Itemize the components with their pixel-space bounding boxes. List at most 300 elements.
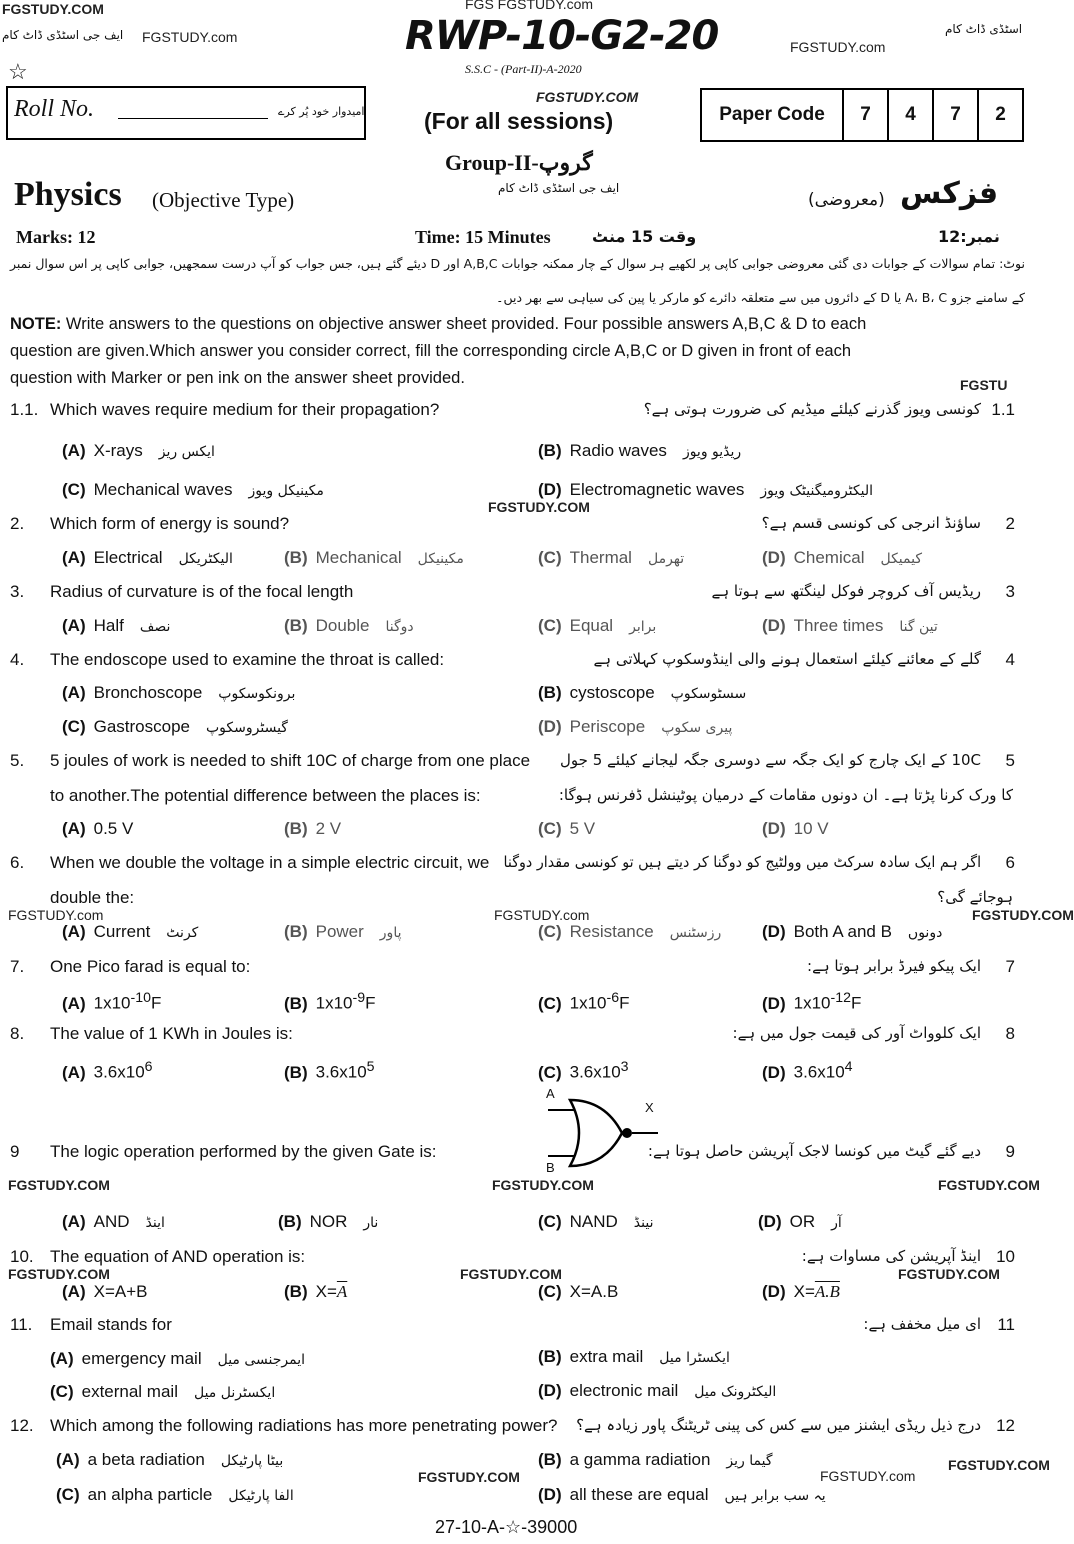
question-number: 6.	[10, 853, 25, 872]
option-text: an alpha particle	[87, 1485, 213, 1504]
answer-option	[538, 1212, 653, 1233]
watermark-urdu: اسٹڈی ڈاٹ کام	[945, 22, 1023, 36]
answer-option	[278, 1212, 378, 1233]
option-text: X-rays	[93, 441, 143, 460]
answer-option	[538, 1450, 773, 1471]
question-text-urdu: کا ورک کرنا پڑتا ہے۔ ان دونوں مقامات کے درمیان پوٹینشل ڈفرنس ہوگا:	[558, 786, 1013, 804]
question-text: to another.The potential difference between the places is:	[50, 786, 481, 805]
option-text: 10 V	[793, 819, 829, 838]
question-number: 12.	[10, 1416, 34, 1435]
watermark: FGSTUDY.COM	[948, 1457, 1050, 1473]
option-text: Three times	[793, 616, 884, 635]
answer-option	[538, 1485, 826, 1506]
option-letter: (C)	[62, 717, 86, 736]
option-text: a gamma radiation	[569, 1450, 711, 1469]
option-letter: (D)	[762, 922, 786, 941]
question-number-urdu: 8	[1005, 1024, 1015, 1043]
option-letter: (A)	[62, 616, 86, 635]
answer-option	[538, 989, 629, 1013]
watermark: FGSTUDY.COM	[8, 1266, 110, 1282]
answer-option	[538, 1058, 629, 1082]
option-text-urdu: مکینیکل	[417, 551, 464, 567]
sessions-label: (For all sessions)	[424, 108, 614, 134]
option-exponent: 6	[144, 1059, 153, 1075]
option-text: Resistance	[569, 922, 654, 941]
answer-option	[62, 480, 324, 501]
answer-option	[538, 819, 595, 838]
option-exponent: -12	[830, 990, 851, 1006]
option-text: Mechanical waves	[93, 480, 233, 499]
option-letter: (A)	[62, 548, 86, 567]
option-text-urdu: تھرمل	[647, 551, 685, 567]
question-number: 5.	[10, 751, 25, 770]
option-letter: (A)	[62, 441, 86, 460]
option-letter: (B)	[538, 683, 562, 702]
option-text: X=A+B	[93, 1282, 148, 1301]
option-letter: (D)	[538, 1485, 562, 1504]
option-text: NAND	[569, 1212, 618, 1231]
answer-option	[538, 1381, 776, 1402]
option-letter: (C)	[538, 993, 562, 1013]
option-letter: (D)	[762, 616, 786, 635]
subject-type-urdu: (معروضی)	[808, 190, 885, 210]
option-letter: (A)	[62, 1282, 86, 1301]
option-text-urdu: الیکٹرونک میل	[694, 1384, 777, 1400]
option-text: Mechanical	[315, 548, 402, 567]
question-text: The logic operation performed by the given Gate is:	[50, 1142, 437, 1161]
question-number: 2.	[10, 514, 25, 533]
option-text: Half	[93, 616, 124, 635]
option-text: Power	[315, 922, 364, 941]
question-number-urdu: 11	[997, 1315, 1015, 1334]
option-exponent: -9	[352, 990, 366, 1006]
option-text-urdu: پاور	[379, 925, 402, 941]
answer-option	[56, 1450, 283, 1471]
note-english-line: question are given.Which answer you consider correct, fill the corresponding circle A,B,C or D given in front of each	[10, 342, 851, 360]
option-letter: (B)	[284, 548, 308, 567]
answer-option	[762, 1282, 840, 1301]
watermark-urdu: ایف جی اسٹڈی ڈاٹ کام	[2, 28, 124, 42]
option-letter: (A)	[62, 922, 86, 941]
option-overline-text: A.B	[814, 1282, 840, 1301]
watermark: FGSTUDY.com	[790, 39, 886, 55]
option-text-urdu: الفا پارٹیکل	[228, 1488, 294, 1504]
option-letter: (D)	[762, 819, 786, 838]
question-text-urdu: ہوجائے گی؟	[937, 888, 1013, 906]
option-text: Equal	[569, 616, 614, 635]
option-text-urdu: اینڈ	[145, 1215, 165, 1231]
note-label: NOTE:	[10, 315, 62, 333]
question-text: 5 joules of work is needed to shift 10C of charge from one place	[50, 751, 531, 770]
option-text-urdu: ایکسٹرنل میل	[193, 1385, 276, 1401]
option-text-urdu: رزسٹنس	[669, 925, 722, 941]
option-text: Chemical	[793, 548, 865, 567]
option-letter: (B)	[284, 819, 308, 838]
option-text: Bronchoscope	[93, 683, 203, 702]
roll-label: Roll No.	[14, 96, 95, 122]
option-letter: (C)	[50, 1382, 74, 1401]
paper-code-label: Paper Code	[702, 90, 844, 140]
answer-option	[284, 1058, 375, 1082]
handwritten-code: RWP-10-G2-20	[405, 13, 719, 59]
note-urdu-line: نوٹ: تمام سوالات کے جوابات دی گئی معروضی جوابی کاپی پر لکھیے ہر سوال کے چار ممکنہ جوابات A,B,C اور D دیئے گئے ہیں، جس جواب کو آپ درست سمجھیں، جوابی کاپی پر اس سوال نمبر	[9, 256, 1025, 271]
watermark: FGSTUDY.COM	[8, 1177, 110, 1193]
option-letter: (B)	[538, 441, 562, 460]
option-text-urdu: پیری سکوپ	[661, 720, 733, 736]
option-text-urdu: دوگنا	[385, 619, 414, 635]
option-letter: (C)	[538, 616, 562, 635]
question-number-urdu: 9	[1005, 1142, 1015, 1161]
option-text: Electrical	[93, 548, 163, 567]
paper-code-digit: 4	[889, 90, 934, 140]
question-number: 8.	[10, 1024, 25, 1043]
option-overline-text: $\overline{A}$	[336, 1282, 348, 1301]
question-text: The endoscope used to examine the throat is called:	[50, 650, 445, 669]
question-text-urdu: دیے گئے گیٹ میں کونسا لاجک آپریشن حاصل ہوتا ہے:	[647, 1142, 981, 1160]
answer-option	[284, 819, 341, 838]
group-label: Group-II-گروپ	[445, 150, 593, 175]
option-text: Radio waves	[569, 441, 667, 460]
question-number-urdu: 2	[1005, 514, 1015, 533]
answer-option	[538, 922, 721, 943]
time-label: Time: 15 Minutes	[415, 227, 551, 247]
option-text-urdu: ریڈیو ویوز	[682, 444, 742, 460]
option-letter: (A)	[62, 683, 86, 702]
question-number-urdu: 10	[996, 1247, 1015, 1266]
gate-input-b: B	[546, 1160, 555, 1175]
question-number-urdu: 3	[1005, 582, 1015, 601]
option-text: 3.6x10	[93, 1062, 145, 1082]
option-letter: (A)	[62, 1212, 86, 1231]
option-text-urdu: ایکسٹرا میل	[659, 1350, 730, 1366]
answer-option	[62, 441, 215, 462]
answer-option	[538, 683, 746, 704]
answer-option	[538, 441, 741, 462]
option-letter: (A)	[50, 1349, 74, 1368]
watermark: FGSTU	[960, 377, 1008, 393]
answer-option	[538, 717, 732, 738]
option-text-urdu: سسٹوسکوپ	[670, 686, 747, 702]
option-exponent: -10	[130, 990, 151, 1006]
option-exponent: 5	[366, 1059, 375, 1075]
question-number: 11.	[10, 1315, 33, 1334]
roll-number-field[interactable]	[118, 118, 268, 119]
answer-option	[762, 989, 861, 1013]
option-text-urdu: الیکٹریکل	[178, 551, 233, 567]
answer-option	[284, 1282, 347, 1301]
option-letter: (A)	[62, 1062, 86, 1082]
question-number-urdu: 5	[1005, 751, 1015, 770]
option-unit: F	[365, 993, 376, 1013]
question-text-urdu: گلے کے معائنے کیلئے استعمال ہونے والی اینڈوسکوپ کہلاتی ہے	[593, 650, 981, 668]
option-letter: (C)	[538, 548, 562, 567]
option-text-urdu: دونوں	[907, 925, 943, 941]
note-english-line: question with Marker or pen ink on the answer sheet provided.	[10, 369, 465, 387]
option-letter: (A)	[62, 993, 86, 1013]
question-text-urdu: ایک پیکو فیرڈ برابر ہوتا ہے:	[807, 957, 981, 975]
option-letter: (C)	[538, 1282, 562, 1301]
note-text: Write answers to the questions on objective answer sheet provided. Four possible answers A,B,C & D to each	[61, 315, 867, 333]
option-text-urdu: الیکٹرومیگنیٹک ویوز	[760, 483, 874, 499]
option-letter: (D)	[758, 1212, 782, 1231]
option-letter: (D)	[538, 480, 562, 499]
marks-label-urdu: نمبر:12	[938, 227, 1000, 246]
option-text: X=A.B	[569, 1282, 619, 1301]
answer-option	[762, 922, 942, 943]
subject-title: Physics	[14, 176, 122, 213]
option-unit: F	[850, 993, 862, 1013]
option-text-urdu: گیسٹروسکوپ	[206, 720, 288, 736]
answer-option	[538, 1282, 618, 1301]
question-text: One Pico farad is equal to:	[50, 957, 251, 976]
option-letter: (D)	[762, 1282, 786, 1301]
watermark: FGSTUDY.com	[8, 907, 104, 923]
option-letter: (A)	[56, 1450, 80, 1469]
option-exponent: 3	[620, 1059, 629, 1075]
option-letter: (D)	[762, 1062, 786, 1082]
paper-code-box	[700, 88, 1024, 142]
answer-option	[62, 989, 161, 1013]
option-text-urdu: آر	[831, 1215, 842, 1231]
nor-gate-diagram	[540, 1088, 660, 1180]
question-text-urdu: ساؤنڈ انرجی کی کونسی قسم ہے؟	[761, 514, 981, 532]
watermark: FGSTUDY.COM	[898, 1266, 1000, 1282]
option-text-urdu: نینڈ	[633, 1215, 654, 1231]
answer-option	[62, 683, 295, 704]
option-text: Both A and B	[793, 922, 892, 941]
question-text-urdu: اگر ہم ایک سادہ سرکٹ میں وولٹیج کو دوگنا کر دیتے ہیں تو کونسی مقدار دوگنا	[503, 853, 981, 871]
question-text: The value of 1 KWh in Joules is:	[50, 1024, 293, 1043]
option-text: NOR	[309, 1212, 348, 1231]
gate-input-a: A	[546, 1086, 555, 1101]
watermark: FGSTUDY.COM	[536, 89, 639, 105]
watermark: FGSTUDY.COM	[972, 907, 1074, 923]
answer-option	[538, 548, 684, 569]
option-letter: (C)	[62, 480, 86, 499]
answer-option	[758, 1212, 842, 1233]
option-text-urdu: ایمرجنسی میل	[217, 1352, 306, 1368]
answer-option	[50, 1349, 305, 1370]
option-text-urdu: برونکوسکوپ	[218, 686, 296, 702]
footer-code: 27-10-A-☆-39000	[435, 1517, 578, 1537]
option-letter: (C)	[538, 1062, 562, 1082]
option-exponent: -6	[606, 990, 620, 1006]
time-label-urdu: وقت 15 منٹ	[592, 227, 697, 246]
option-letter: (D)	[762, 548, 786, 567]
roll-number-box	[6, 86, 366, 140]
watermark: FGSTUDY.COM	[488, 499, 590, 515]
question-text: Radius of curvature is of the focal length	[50, 582, 354, 601]
nor-gate-body	[570, 1100, 622, 1166]
option-text-urdu: مکینیکل ویوز	[248, 483, 324, 499]
option-letter: (B)	[284, 1062, 308, 1082]
question-number-urdu: 12	[996, 1416, 1015, 1435]
question-text-urdu: کونسی ویوز گذرنے کیلئے میڈیم کی ضرورت ہوتی ہے؟	[643, 400, 981, 418]
question-text-urdu: ایک کلوواٹ آور کی قیمت جول میں ہے:	[732, 1024, 981, 1042]
answer-option	[762, 1058, 853, 1082]
star-icon: ☆	[8, 59, 28, 84]
answer-option	[284, 922, 401, 943]
option-text: Current	[93, 922, 151, 941]
question-number: 4.	[10, 650, 25, 669]
option-text: OR	[789, 1212, 816, 1231]
option-text: external mail	[81, 1382, 178, 1401]
option-text: 2 V	[315, 819, 342, 838]
option-letter: (C)	[56, 1485, 80, 1504]
option-text-urdu: ایکس ریز	[158, 444, 215, 460]
watermark: FGSTUDY.COM	[938, 1177, 1040, 1193]
question-text-urdu: 10C کے ایک چارج کو ایک جگہ سے دوسری جگہ لیجانے کیلئے 5 جول	[560, 751, 981, 769]
question-text: When we double the voltage in a simple electric circuit, we	[50, 853, 490, 872]
subject-title-urdu: فزکس	[900, 176, 999, 211]
answer-option	[284, 548, 464, 569]
subject-type: (Objective Type)	[152, 188, 295, 212]
option-text-urdu: بیٹا پارٹیکل	[220, 1453, 284, 1469]
option-letter: (B)	[278, 1212, 302, 1231]
paper-code-digit: 7	[844, 90, 889, 140]
option-text: 3.6x10	[569, 1062, 621, 1082]
answer-option	[762, 616, 938, 637]
answer-option	[284, 616, 414, 637]
question-number-urdu: 4	[1005, 650, 1015, 669]
option-letter: (A)	[62, 819, 86, 838]
answer-option	[62, 717, 288, 738]
option-letter: (C)	[538, 922, 562, 941]
answer-option	[762, 819, 829, 838]
question-number: 10.	[10, 1247, 34, 1266]
option-text: Electromagnetic waves	[569, 480, 745, 499]
option-text: 1x10	[93, 993, 131, 1013]
question-text: Which form of energy is sound?	[50, 514, 290, 533]
question-text: Which among the following radiations has more penetrating power?	[50, 1416, 558, 1435]
option-letter: (D)	[762, 993, 786, 1013]
watermark: FGSTUDY.COM	[2, 1, 104, 17]
question-number: 7.	[10, 957, 25, 976]
question-number-urdu: 7	[1005, 957, 1015, 976]
paper-code-digit: 2	[995, 104, 1006, 125]
option-letter: (B)	[284, 616, 308, 635]
option-letter: (B)	[538, 1450, 562, 1469]
question-text: double the:	[50, 888, 135, 907]
option-text: X=	[793, 1282, 815, 1301]
option-letter: (B)	[284, 993, 308, 1013]
option-text: 1x10	[315, 993, 353, 1013]
option-text: a beta radiation	[87, 1450, 205, 1469]
option-text: Periscope	[569, 717, 646, 736]
option-text: Gastroscope	[93, 717, 190, 736]
option-text-urdu: یہ سب برابر ہیں	[724, 1488, 826, 1504]
watermark: FGS FGSTUDY.com	[465, 0, 594, 12]
answer-option	[62, 616, 170, 637]
option-text: 3.6x10	[315, 1062, 367, 1082]
option-text-urdu: برابر	[629, 619, 657, 635]
option-text: cystoscope	[569, 683, 655, 702]
marks-label: Marks: 12	[16, 227, 96, 247]
option-text: 3.6x10	[793, 1062, 845, 1082]
inversion-bubble	[622, 1128, 632, 1138]
option-text-urdu: گیما ریز	[726, 1453, 773, 1469]
option-text: all these are equal	[569, 1485, 709, 1504]
exam-title: S.S.C - (Part-II)-A-2020	[465, 62, 582, 76]
option-text: Double	[315, 616, 370, 635]
option-letter: (C)	[538, 1212, 562, 1231]
question-number-urdu: 1.1	[991, 400, 1015, 419]
answer-option	[538, 1347, 730, 1368]
option-text: 5 V	[569, 819, 596, 838]
question-number: 9	[10, 1142, 20, 1161]
question-text-urdu: اینڈ آپریشن کی مساوات ہے:	[801, 1247, 981, 1265]
option-letter: (D)	[538, 717, 562, 736]
option-text: AND	[93, 1212, 130, 1231]
watermark: FGSTUDY.COM	[418, 1469, 520, 1485]
answer-option	[538, 616, 656, 637]
answer-option	[284, 989, 375, 1013]
option-text: emergency mail	[81, 1349, 202, 1368]
question-number: 1.1.	[10, 400, 39, 419]
option-unit: F	[619, 993, 630, 1013]
answer-option	[538, 480, 873, 501]
option-text: Thermal	[569, 548, 632, 567]
option-text-urdu: نصف	[139, 619, 171, 635]
option-text: 1x10	[793, 993, 831, 1013]
answer-option	[62, 1282, 147, 1301]
answer-option	[62, 819, 133, 838]
option-text-urdu: نار	[363, 1215, 379, 1231]
option-text: X=	[315, 1282, 337, 1301]
watermark: FGSTUDY.com	[142, 29, 238, 45]
question-text-urdu: ریڈیس آف کروچر فوکل لینگتھ سے ہوتا ہے	[711, 582, 981, 600]
option-letter: (D)	[538, 1381, 562, 1400]
watermark: FGSTUDY.COM	[492, 1177, 594, 1193]
option-text: 1x10	[569, 993, 607, 1013]
roll-label-urdu: امیدوار خود پُر کرے	[278, 105, 365, 118]
question-text: The equation of AND operation is:	[50, 1247, 306, 1266]
answer-option	[762, 548, 922, 569]
answer-option	[50, 1382, 275, 1403]
answer-option	[62, 922, 198, 943]
option-unit: F	[150, 993, 162, 1013]
question-text: Email stands for	[50, 1315, 172, 1334]
option-text: 0.5 V	[93, 819, 134, 838]
answer-option	[56, 1485, 294, 1506]
option-letter: (B)	[538, 1347, 562, 1366]
answer-option	[62, 1212, 165, 1233]
paper-code-digit: 7	[934, 90, 979, 140]
option-letter: (B)	[284, 1282, 308, 1301]
question-text-urdu: ای میل مخفف ہے:	[863, 1315, 981, 1333]
question-text-urdu: درج ذیل ریڈی ایشنز میں سے کس کی پینی ٹریٹنگ پاور زیادہ ہے؟	[576, 1416, 981, 1434]
note-urdu-line: کے سامنے جزو A، B، C یا D کے دائروں میں سے متعلقہ دائرے کو مارکر یا پین کی سیاہی سے بھر دیں۔	[496, 290, 1025, 305]
question-text: Which waves require medium for their propagation?	[50, 400, 440, 419]
option-letter: (B)	[284, 922, 308, 941]
answer-option	[62, 548, 233, 569]
option-text-urdu: کرنٹ	[166, 925, 199, 941]
note-english-line	[10, 315, 866, 334]
option-text: extra mail	[569, 1347, 644, 1366]
answer-option	[62, 1058, 153, 1082]
option-exponent: 4	[844, 1059, 853, 1075]
watermark: FGSTUDY.com	[820, 1468, 916, 1484]
option-text-urdu: تین گنا	[899, 619, 938, 635]
option-text: electronic mail	[569, 1381, 679, 1400]
gate-output-x: X	[645, 1100, 654, 1115]
question-number: 3.	[10, 582, 25, 601]
question-number-urdu: 6	[1005, 853, 1015, 872]
watermark: FGSTUDY.COM	[460, 1266, 562, 1282]
watermark-urdu: ایف جی اسٹڈی ڈاٹ کام	[498, 181, 620, 195]
option-letter: (C)	[538, 819, 562, 838]
option-text-urdu: کیمیکل	[880, 551, 923, 567]
